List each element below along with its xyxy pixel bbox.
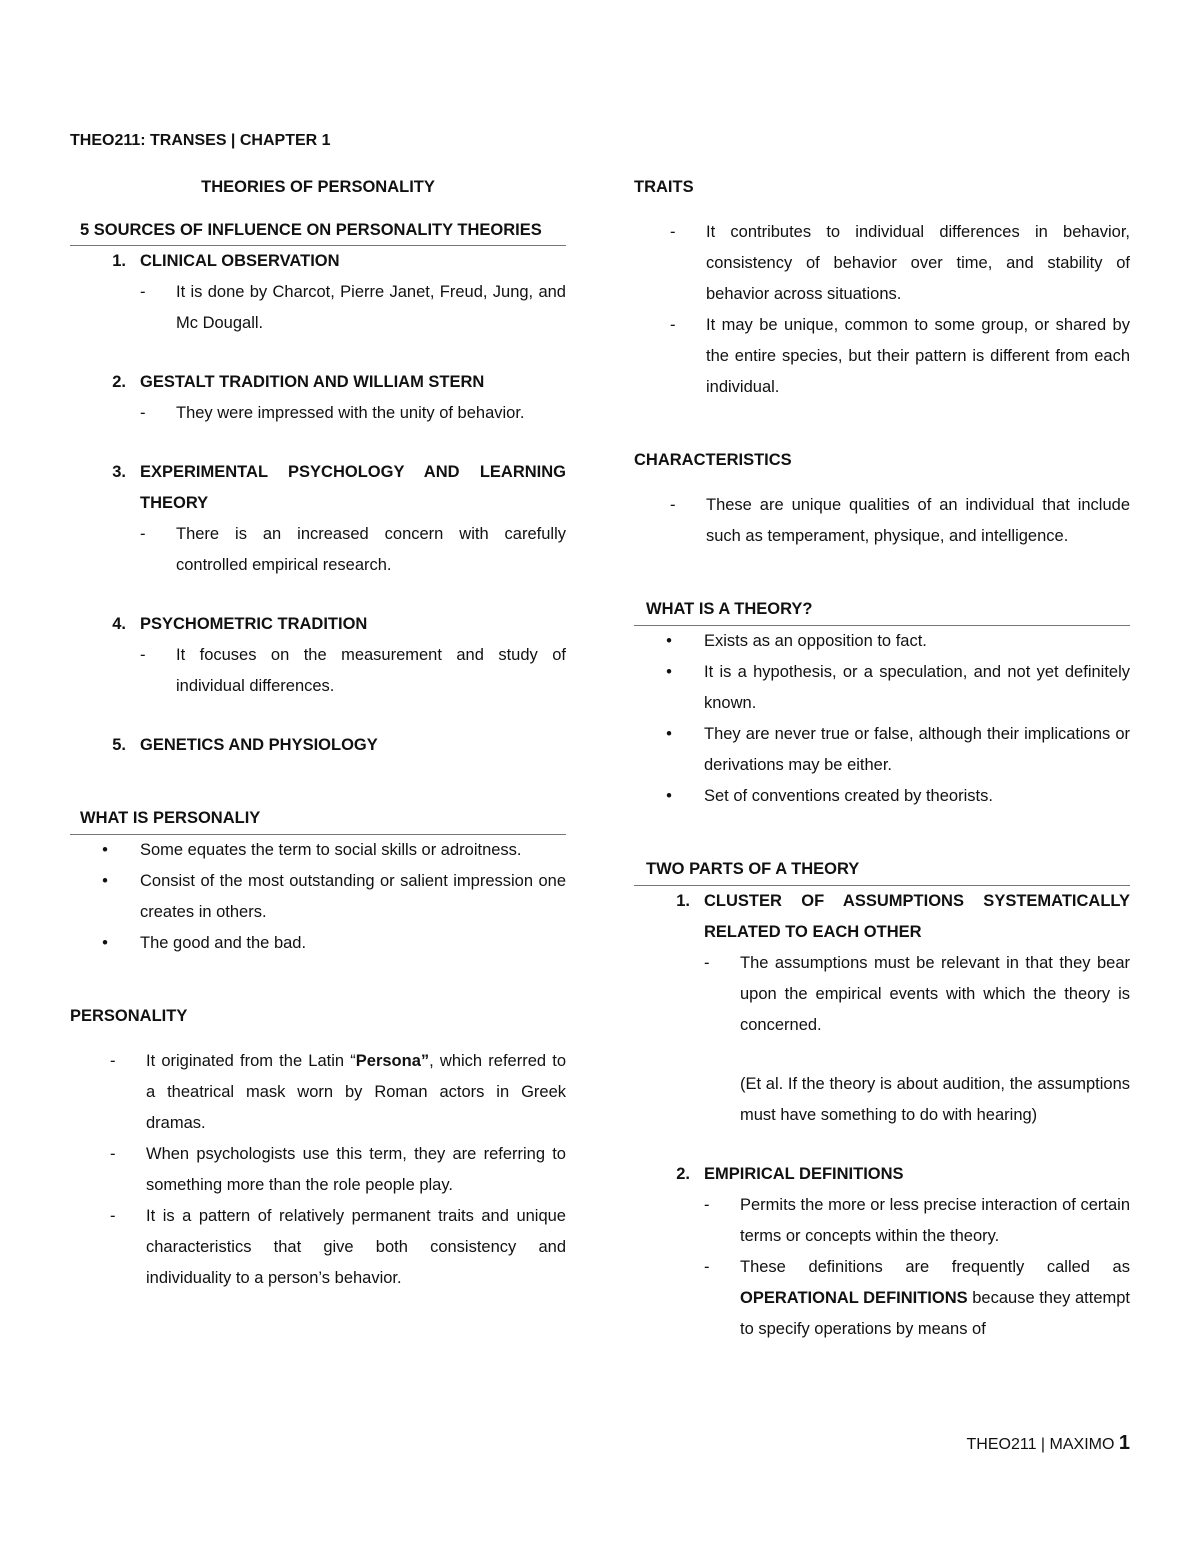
item-title: GESTALT TRADITION AND WILLIAM STERN — [140, 373, 485, 391]
bullet-marker: • — [666, 787, 672, 805]
dash-marker: - — [140, 525, 146, 543]
list-item — [70, 246, 566, 277]
list-item: - When psychologists use this term, they are referring to something more than the role people play. — [110, 1145, 566, 1194]
theory-heading: WHAT IS A THEORY? — [634, 594, 1130, 626]
list-item — [634, 657, 1130, 719]
list-item — [70, 928, 566, 959]
document-header: THEO211: TRANSES | CHAPTER 1 — [70, 132, 331, 149]
bullet-marker: • — [666, 663, 672, 681]
traits-heading: TRAITS — [634, 178, 694, 196]
sources-heading: 5 SOURCES OF INFLUENCE ON PERSONALITY THEORIES — [70, 217, 566, 246]
left-column — [70, 172, 566, 1294]
operational-definitions: These definitions are frequently called as OPERATIONAL DEFINITIONS because they attempt to specify operations by means of — [740, 1258, 1131, 1338]
traits-list — [634, 217, 1130, 403]
item-title: CLINICAL OBSERVATION — [140, 252, 340, 270]
item-number: 4. — [112, 615, 126, 633]
item-number: 5. — [112, 736, 126, 754]
item-text: Set of conventions created by theorists. — [704, 787, 993, 805]
bullet-marker: • — [666, 725, 672, 743]
item-text: It is done by Charcot, Pierre Janet, Freud, Jung, and Mc Dougall. — [176, 283, 566, 332]
item-title: GENETICS AND PHYSIOLOGY — [140, 736, 378, 754]
item-number: 1. — [112, 252, 126, 270]
item-text: There is an increased concern with carefully controlled empirical research. — [176, 525, 566, 574]
list-item: - It is a pattern of relatively permanent traits and unique characteristics that give both consistency and individuality to a person’s behavior. — [110, 1207, 566, 1287]
list-item — [70, 398, 566, 429]
theory-list — [634, 626, 1130, 812]
characteristics-heading: CHARACTERISTICS — [634, 451, 792, 469]
bullet-marker: • — [102, 872, 108, 890]
right-column — [634, 172, 1130, 1345]
list-item — [70, 730, 566, 761]
list-item: - Permits the more or less precise interaction of certain terms or concepts within the theory. — [704, 1196, 1130, 1245]
item-text: It focuses on the measurement and study of individual differences. — [176, 646, 566, 695]
item-text: Some equates the term to social skills or adroitness. — [140, 841, 522, 859]
item-text: It may be unique, common to some group, or shared by the entire species, but their pattern is different from each individual. — [706, 316, 1130, 396]
dash-marker: - — [670, 316, 676, 334]
bullet-marker: • — [102, 841, 108, 859]
item-text: Exists as an opposition to fact. — [704, 632, 927, 650]
list-item: - The assumptions must be relevant in that they bear upon the empirical events with which the theory is concerned. — [704, 954, 1130, 1034]
list-item — [634, 781, 1130, 812]
list-item — [70, 277, 566, 339]
list-item: - It originated from the Latin “Persona”, which referred to a theatrical mask worn by Roman actors in Greek dramas. — [70, 1046, 566, 1139]
bullet-marker: • — [666, 632, 672, 650]
item-text: These are unique qualities of an individual that include such as temperament, physique, and intelligence. — [706, 496, 1130, 545]
list-item — [70, 866, 566, 928]
part1-example: (Et al. If the theory is about audition, the assumptions must have something to do with hearing) — [740, 1075, 1130, 1124]
item-text: It is a hypothesis, or a speculation, and not yet definitely known. — [704, 663, 1130, 712]
list-item — [70, 367, 566, 398]
dash-marker: - — [140, 404, 146, 422]
personality-question-heading: WHAT IS PERSONALIY — [70, 803, 566, 835]
list-item — [634, 310, 1130, 403]
dash-marker: - — [140, 646, 146, 664]
parts-heading: TWO PARTS OF A THEORY — [634, 854, 1130, 886]
list-item — [634, 626, 1130, 657]
page-footer — [967, 1432, 1130, 1455]
item-text: They are never true or false, although their implications or derivations may be either. — [704, 725, 1130, 774]
sources-list — [70, 246, 566, 761]
item-text: The good and the bad. — [140, 934, 307, 952]
item-text: It contributes to individual differences in behavior, consistency of behavior over time, and stability of behavior across situations. — [706, 223, 1130, 303]
dash-marker: - — [670, 496, 676, 514]
list-item — [70, 835, 566, 866]
list-item — [70, 519, 566, 581]
characteristics-list — [634, 490, 1130, 552]
list-item — [634, 217, 1130, 310]
item-number: 2. — [112, 373, 126, 391]
dash-marker: - — [670, 223, 676, 241]
page-title: THEORIES OF PERSONALITY — [201, 178, 435, 196]
list-item — [70, 640, 566, 702]
item-number: 3. — [112, 463, 126, 481]
page-number: 1 — [1118, 1432, 1130, 1454]
item-text: Consist of the most outstanding or salient impression one creates in others. — [140, 872, 566, 921]
list-item: - These definitions are frequently called as OPERATIONAL DEFINITIONS because they attempt to specify operations by means of — [634, 1252, 1130, 1345]
list-item — [70, 609, 566, 640]
bullet-marker: • — [102, 934, 108, 952]
list-item: 1. CLUSTER OF ASSUMPTIONS SYSTEMATICALLY RELATED TO EACH OTHER — [676, 892, 1130, 941]
personality-heading: PERSONALITY — [70, 1007, 188, 1025]
list-item — [634, 719, 1130, 781]
dash-marker: - — [140, 283, 146, 301]
list-item — [70, 457, 566, 519]
personality-origin: It originated from the Latin “Persona”, which referred to a theatrical mask worn by Roman actors in Greek dramas. — [146, 1052, 566, 1132]
footer-label: THEO211 | MAXIMO — [966, 1436, 1115, 1453]
list-item: 2. EMPIRICAL DEFINITIONS — [676, 1165, 904, 1183]
item-text: They were impressed with the unity of behavior. — [176, 404, 525, 422]
item-title: EXPERIMENTAL PSYCHOLOGY AND LEARNING THEORY — [140, 463, 566, 512]
item-title: PSYCHOMETRIC TRADITION — [140, 615, 368, 633]
list-item — [634, 490, 1130, 552]
personality-question-list — [70, 835, 566, 959]
